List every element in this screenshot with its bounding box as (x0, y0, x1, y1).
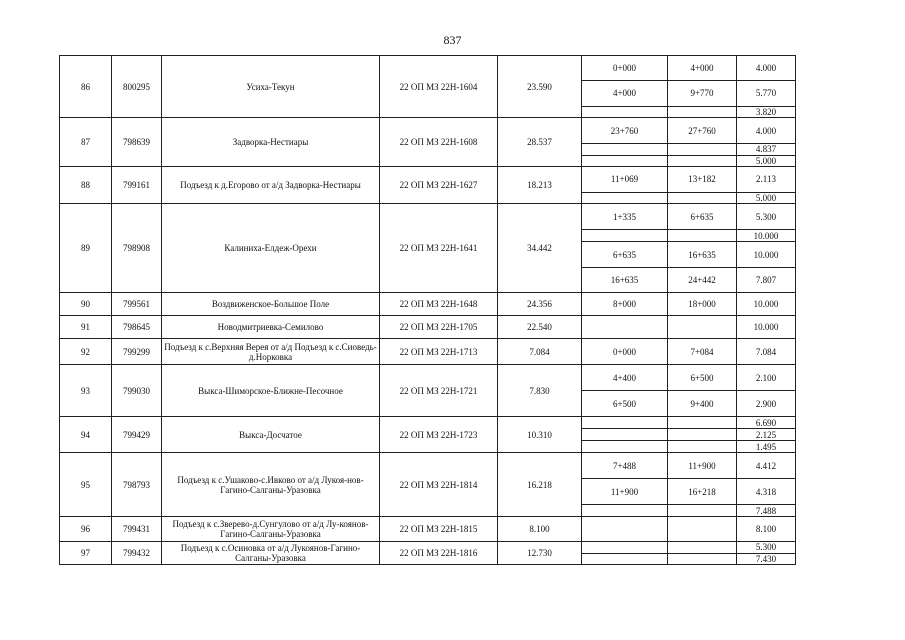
road-id-cell: 22 ОП МЗ 22Н-1815 (380, 517, 498, 542)
segment-length-cell: 5.770 (737, 81, 796, 107)
segment-end-cell (668, 505, 737, 517)
road-id-cell: 22 ОП МЗ 22Н-1705 (380, 316, 498, 339)
road-length-cell: 24.356 (498, 293, 582, 316)
road-length-cell: 28.537 (498, 118, 582, 167)
row-number-cell: 94 (60, 417, 112, 453)
segment-length-cell: 4.837 (737, 144, 796, 155)
segment-start-cell: 7+488 (582, 453, 668, 479)
segment-length-cell: 10.000 (737, 230, 796, 242)
road-code-cell: 799432 (112, 542, 162, 565)
segment-start-cell: 16+635 (582, 268, 668, 293)
segment-length-cell: 10.000 (737, 316, 796, 339)
road-length-cell: 10.310 (498, 417, 582, 453)
row-number-cell: 90 (60, 293, 112, 316)
row-number-cell: 92 (60, 339, 112, 365)
segment-length-cell: 6.690 (737, 417, 796, 429)
road-length-cell: 8.100 (498, 517, 582, 542)
segment-length-cell: 5.000 (737, 193, 796, 204)
road-length-cell: 16.218 (498, 453, 582, 517)
segment-end-cell: 13+182 (668, 167, 737, 193)
table-row (60, 365, 796, 391)
road-name-cell: Выкса-Шиморское-Ближне-Песочное (162, 365, 380, 417)
page-number: 837 (443, 33, 462, 47)
road-id-cell: 22 ОП МЗ 22Н-1648 (380, 293, 498, 316)
road-length-cell: 22.540 (498, 316, 582, 339)
segment-end-cell (668, 230, 737, 242)
segment-length-cell: 7.488 (737, 505, 796, 517)
road-id-cell: 22 ОП МЗ 22Н-1816 (380, 542, 498, 565)
segment-start-cell (582, 542, 668, 553)
row-number-cell: 95 (60, 453, 112, 517)
segment-end-cell (668, 193, 737, 204)
segment-end-cell (668, 542, 737, 553)
table-row (60, 118, 796, 144)
registry-body (60, 56, 796, 565)
segment-length-cell: 5.300 (737, 204, 796, 230)
road-name-cell: Задворка-Нестиары (162, 118, 380, 167)
road-name-cell: Подъезд к с.Осиновка от а/д Лукоянов-Гагино-Салганы-Уразовка (162, 542, 380, 565)
segment-length-cell: 7.430 (737, 553, 796, 564)
segment-start-cell (582, 316, 668, 339)
road-length-cell: 18.213 (498, 167, 582, 204)
segment-end-cell (668, 441, 737, 453)
segment-start-cell (582, 230, 668, 242)
road-name-cell: Усиха-Текун (162, 56, 380, 118)
road-name-cell: Подъезд к с.Верхняя Верея от а/д Подъезд к с.Сиоведь-д.Норковка (162, 339, 380, 365)
road-code-cell: 799561 (112, 293, 162, 316)
road-name-cell: Калиниха-Елдеж-Орехи (162, 204, 380, 293)
segment-end-cell: 18+000 (668, 293, 737, 316)
table-row (60, 542, 796, 553)
segment-start-cell: 6+635 (582, 242, 668, 268)
segment-length-cell: 2.900 (737, 391, 796, 417)
segment-start-cell (582, 505, 668, 517)
segment-length-cell: 10.000 (737, 293, 796, 316)
road-id-cell: 22 ОП МЗ 22Н-1721 (380, 365, 498, 417)
road-code-cell: 800295 (112, 56, 162, 118)
segment-end-cell (668, 316, 737, 339)
road-code-cell: 798639 (112, 118, 162, 167)
segment-length-cell: 3.820 (737, 107, 796, 118)
segment-end-cell: 24+442 (668, 268, 737, 293)
segment-length-cell: 4.000 (737, 56, 796, 81)
road-id-cell: 22 ОП МЗ 22Н-1723 (380, 417, 498, 453)
table-row (60, 204, 796, 230)
row-number-cell: 87 (60, 118, 112, 167)
road-code-cell: 799431 (112, 517, 162, 542)
segment-end-cell: 11+900 (668, 453, 737, 479)
table-row (60, 417, 796, 429)
segment-length-cell: 10.000 (737, 242, 796, 268)
road-name-cell: Новодмитриевка-Семилово (162, 316, 380, 339)
segment-end-cell: 4+000 (668, 56, 737, 81)
table-row (60, 339, 796, 365)
road-code-cell: 799429 (112, 417, 162, 453)
road-id-cell: 22 ОП МЗ 22Н-1608 (380, 118, 498, 167)
segment-end-cell (668, 417, 737, 429)
segment-start-cell: 11+069 (582, 167, 668, 193)
segment-end-cell: 9+770 (668, 81, 737, 107)
segment-end-cell (668, 553, 737, 564)
segment-start-cell (582, 429, 668, 441)
road-length-cell: 23.590 (498, 56, 582, 118)
road-length-cell: 12.730 (498, 542, 582, 565)
road-code-cell: 798793 (112, 453, 162, 517)
segment-length-cell: 8.100 (737, 517, 796, 542)
segment-start-cell (582, 107, 668, 118)
segment-start-cell (582, 553, 668, 564)
road-code-cell: 799299 (112, 339, 162, 365)
segment-length-cell: 7.807 (737, 268, 796, 293)
segment-start-cell (582, 193, 668, 204)
road-name-cell: Подъезд к с.Ушаково-с.Ивково от а/д Лукоя-нов-Гагино-Салганы-Уразовка (162, 453, 380, 517)
segment-start-cell: 4+000 (582, 81, 668, 107)
segment-length-cell: 4.318 (737, 479, 796, 505)
road-registry-table (59, 55, 796, 565)
segment-start-cell: 23+760 (582, 118, 668, 144)
table-row (60, 293, 796, 316)
row-number-cell: 96 (60, 517, 112, 542)
segment-start-cell (582, 144, 668, 155)
table-row (60, 517, 796, 542)
segment-end-cell: 9+400 (668, 391, 737, 417)
road-code-cell: 799030 (112, 365, 162, 417)
road-id-cell: 22 ОП МЗ 22Н-1814 (380, 453, 498, 517)
road-id-cell: 22 ОП МЗ 22Н-1641 (380, 204, 498, 293)
row-number-cell: 93 (60, 365, 112, 417)
road-id-cell: 22 ОП МЗ 22Н-1713 (380, 339, 498, 365)
road-length-cell: 34.442 (498, 204, 582, 293)
road-code-cell: 798645 (112, 316, 162, 339)
segment-start-cell: 11+900 (582, 479, 668, 505)
road-name-cell: Подъезд к д.Егорово от а/д Задворка-Нестиары (162, 167, 380, 204)
segment-end-cell: 16+218 (668, 479, 737, 505)
segment-length-cell: 1.495 (737, 441, 796, 453)
road-length-cell: 7.830 (498, 365, 582, 417)
segment-start-cell: 0+000 (582, 339, 668, 365)
road-name-cell: Выкса-Досчатое (162, 417, 380, 453)
segment-length-cell: 5.300 (737, 542, 796, 553)
segment-end-cell (668, 517, 737, 542)
segment-length-cell: 2.100 (737, 365, 796, 391)
segment-end-cell (668, 107, 737, 118)
table-row (60, 316, 796, 339)
segment-length-cell: 4.000 (737, 118, 796, 144)
table-row (60, 453, 796, 479)
segment-end-cell: 27+760 (668, 118, 737, 144)
segment-length-cell: 2.113 (737, 167, 796, 193)
segment-length-cell: 7.084 (737, 339, 796, 365)
road-id-cell: 22 ОП МЗ 22Н-1604 (380, 56, 498, 118)
row-number-cell: 89 (60, 204, 112, 293)
segment-start-cell (582, 155, 668, 166)
table-row (60, 167, 796, 193)
segment-end-cell: 7+084 (668, 339, 737, 365)
segment-start-cell (582, 517, 668, 542)
segment-start-cell (582, 417, 668, 429)
segment-end-cell (668, 144, 737, 155)
road-code-cell: 799161 (112, 167, 162, 204)
road-length-cell: 7.084 (498, 339, 582, 365)
segment-start-cell: 8+000 (582, 293, 668, 316)
road-name-cell: Воздвиженское-Большое Поле (162, 293, 380, 316)
row-number-cell: 88 (60, 167, 112, 204)
road-name-cell: Подъезд к с.Зверево-д.Сунгулово от а/д Лу-коянов-Гагино-Салганы-Уразовка (162, 517, 380, 542)
segment-end-cell: 6+635 (668, 204, 737, 230)
segment-end-cell (668, 429, 737, 441)
segment-end-cell (668, 155, 737, 166)
segment-end-cell: 16+635 (668, 242, 737, 268)
segment-start-cell (582, 441, 668, 453)
segment-start-cell: 6+500 (582, 391, 668, 417)
road-code-cell: 798908 (112, 204, 162, 293)
segment-length-cell: 5.000 (737, 155, 796, 166)
segment-start-cell: 1+335 (582, 204, 668, 230)
row-number-cell: 86 (60, 56, 112, 118)
segment-start-cell: 0+000 (582, 56, 668, 81)
row-number-cell: 91 (60, 316, 112, 339)
segment-length-cell: 4.412 (737, 453, 796, 479)
table-row (60, 56, 796, 81)
segment-length-cell: 2.125 (737, 429, 796, 441)
segment-end-cell: 6+500 (668, 365, 737, 391)
segment-start-cell: 4+400 (582, 365, 668, 391)
road-id-cell: 22 ОП МЗ 22Н-1627 (380, 167, 498, 204)
row-number-cell: 97 (60, 542, 112, 565)
